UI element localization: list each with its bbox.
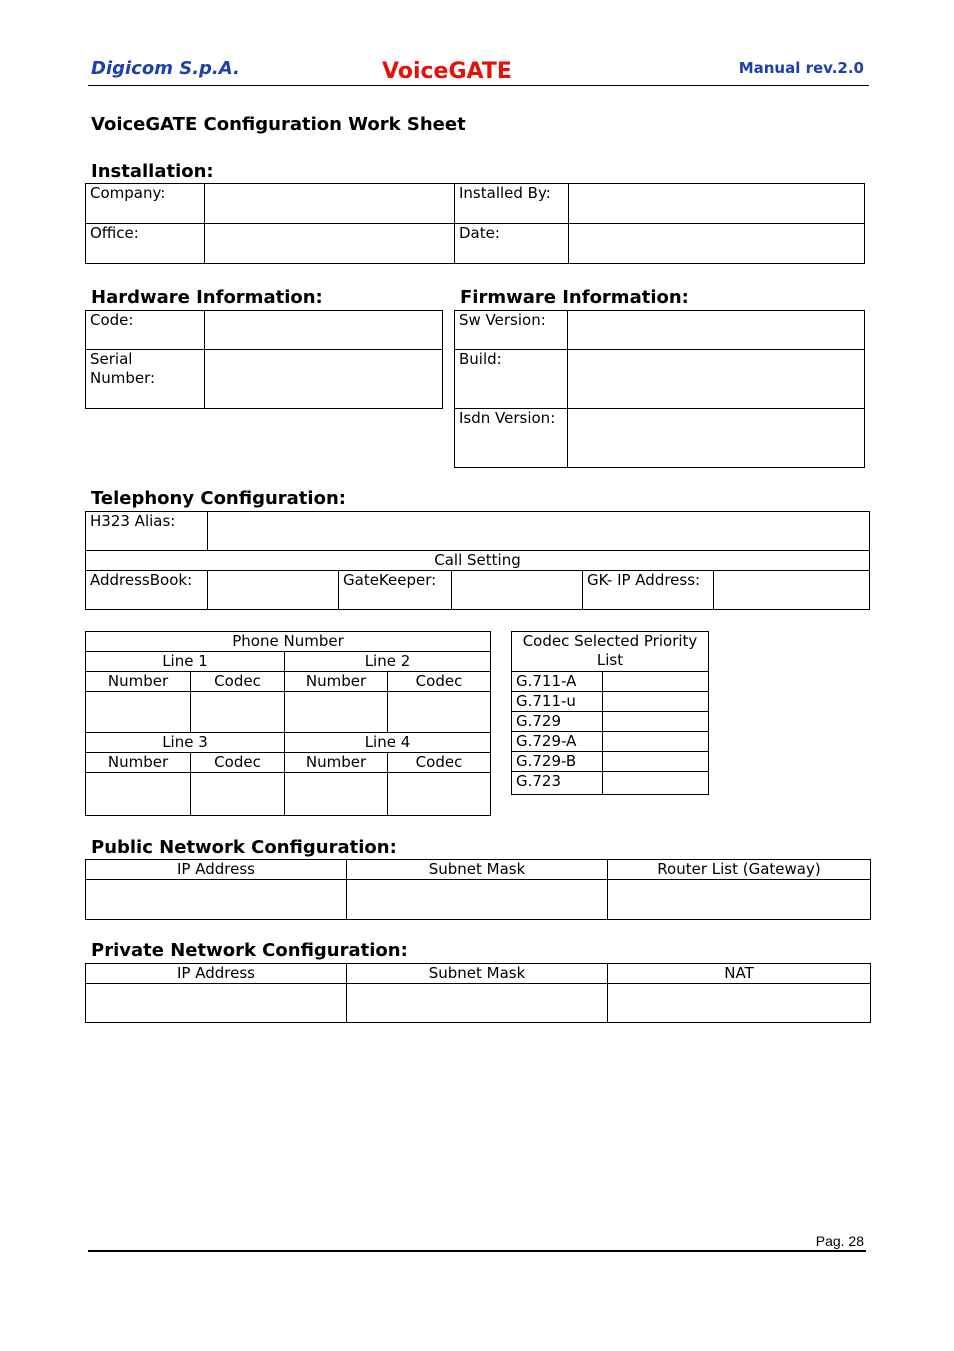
call-setting-header: Call Setting <box>86 551 870 571</box>
serial-label: Serial Number: <box>86 350 205 409</box>
line-4-number-header: Number <box>285 753 388 773</box>
build-label: Build: <box>455 350 568 409</box>
line-4-number-field[interactable] <box>285 773 388 816</box>
public-mask-header: Subnet Mask <box>347 860 608 880</box>
codec-priority-table <box>511 631 709 795</box>
line-2-codec-header: Codec <box>388 672 491 692</box>
public-router-field[interactable] <box>608 880 871 920</box>
gk-ip-field[interactable] <box>714 571 870 610</box>
sw-version-field[interactable] <box>568 311 865 350</box>
line-1-header: Line 1 <box>86 652 285 672</box>
firmware-heading: Firmware Information: <box>460 287 689 308</box>
phone-number-table <box>85 631 491 816</box>
address-book-field[interactable] <box>208 571 339 610</box>
public-router-header: Router List (Gateway) <box>608 860 871 880</box>
codec-item: G.711-u <box>512 692 603 712</box>
codec-priority-field[interactable] <box>603 692 709 712</box>
sw-version-label: Sw Version: <box>455 311 568 350</box>
public-ip-field[interactable] <box>86 880 347 920</box>
isdn-version-field[interactable] <box>568 409 865 468</box>
codec-item: G.729 <box>512 712 603 732</box>
public-mask-field[interactable] <box>347 880 608 920</box>
gatekeeper-label: GateKeeper: <box>339 571 452 610</box>
office-label: Office: <box>86 224 205 264</box>
code-field[interactable] <box>205 311 443 350</box>
code-label: Code: <box>86 311 205 350</box>
public-network-heading: Public Network Configuration: <box>91 837 397 858</box>
codec-priority-field[interactable] <box>603 712 709 732</box>
line-3-header: Line 3 <box>86 733 285 753</box>
line-4-codec-field[interactable] <box>388 773 491 816</box>
public-ip-header: IP Address <box>86 860 347 880</box>
address-book-label: AddressBook: <box>86 571 208 610</box>
line-2-codec-field[interactable] <box>388 692 491 733</box>
codec-priority-header: Codec Selected Priority List <box>512 632 709 672</box>
public-network-table <box>85 859 871 920</box>
codec-item: G.711-A <box>512 672 603 692</box>
telephony-table <box>85 511 870 610</box>
gk-ip-label: GK- IP Address: <box>583 571 714 610</box>
firmware-table <box>454 310 865 468</box>
line-4-codec-header: Codec <box>388 753 491 773</box>
installation-table <box>85 183 865 264</box>
hardware-heading: Hardware Information: <box>91 287 323 308</box>
gatekeeper-field[interactable] <box>452 571 583 610</box>
h323-alias-field[interactable] <box>208 512 870 551</box>
phone-number-header: Phone Number <box>86 632 491 652</box>
line-3-number-field[interactable] <box>86 773 191 816</box>
footer-divider <box>88 1250 866 1252</box>
company-label: Company: <box>86 184 205 224</box>
date-field[interactable] <box>569 224 865 264</box>
hardware-table <box>85 310 443 409</box>
line-3-codec-field[interactable] <box>191 773 285 816</box>
installation-heading: Installation: <box>91 161 214 182</box>
private-network-table <box>85 963 871 1023</box>
line-1-codec-field[interactable] <box>191 692 285 733</box>
private-ip-field[interactable] <box>86 984 347 1023</box>
h323-alias-label: H323 Alias: <box>86 512 208 551</box>
codec-item: G.723 <box>512 772 603 795</box>
line-3-number-header: Number <box>86 753 191 773</box>
line-1-number-field[interactable] <box>86 692 191 733</box>
page-number: Pag. 28 <box>815 1233 864 1249</box>
build-field[interactable] <box>568 350 865 409</box>
private-ip-header: IP Address <box>86 964 347 984</box>
line-1-number-header: Number <box>86 672 191 692</box>
telephony-heading: Telephony Configuration: <box>91 488 346 509</box>
private-nat-field[interactable] <box>608 984 871 1023</box>
line-2-number-field[interactable] <box>285 692 388 733</box>
line-2-number-header: Number <box>285 672 388 692</box>
line-4-header: Line 4 <box>285 733 491 753</box>
line-3-codec-header: Codec <box>191 753 285 773</box>
private-network-heading: Private Network Configuration: <box>91 940 408 961</box>
page-title: VoiceGATE Configuration Work Sheet <box>91 114 466 135</box>
codec-item: G.729-A <box>512 732 603 752</box>
header-divider <box>88 85 869 86</box>
installed-by-label: Installed By: <box>455 184 569 224</box>
codec-priority-field[interactable] <box>603 672 709 692</box>
codec-priority-field[interactable] <box>603 752 709 772</box>
line-2-header: Line 2 <box>285 652 491 672</box>
codec-priority-field[interactable] <box>603 732 709 752</box>
serial-field[interactable] <box>205 350 443 409</box>
line-1-codec-header: Codec <box>191 672 285 692</box>
company-name: Digicom S.p.A. <box>91 58 240 79</box>
office-field[interactable] <box>205 224 455 264</box>
isdn-version-label: Isdn Version: <box>455 409 568 468</box>
product-name: VoiceGATE <box>382 59 512 84</box>
manual-revision: Manual rev.2.0 <box>738 59 864 77</box>
private-mask-header: Subnet Mask <box>347 964 608 984</box>
company-field[interactable] <box>205 184 455 224</box>
codec-item: G.729-B <box>512 752 603 772</box>
installed-by-field[interactable] <box>569 184 865 224</box>
private-nat-header: NAT <box>608 964 871 984</box>
codec-priority-field[interactable] <box>603 772 709 795</box>
date-label: Date: <box>455 224 569 264</box>
private-mask-field[interactable] <box>347 984 608 1023</box>
